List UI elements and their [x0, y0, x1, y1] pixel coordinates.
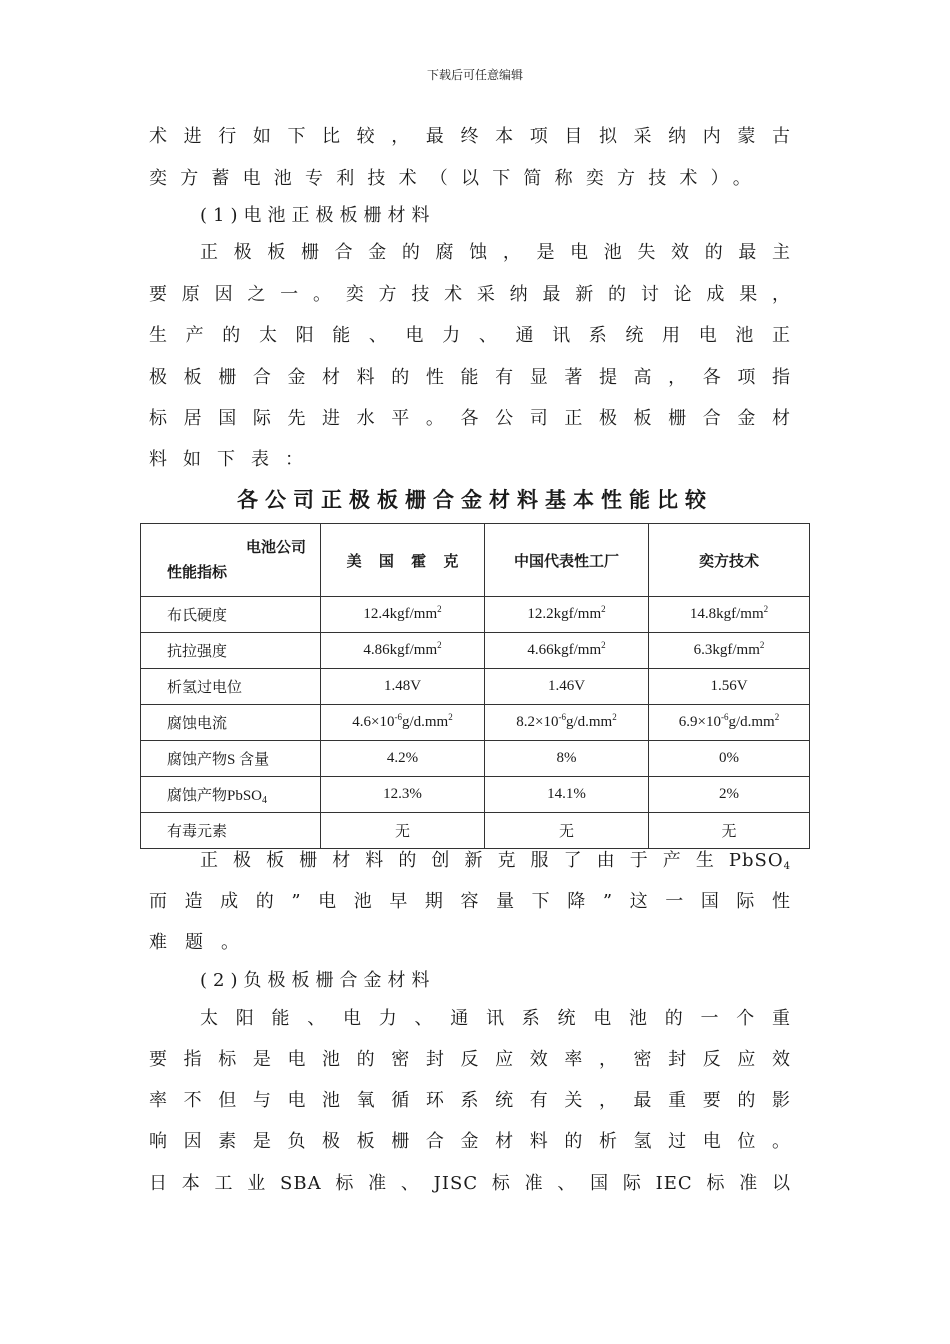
para3-line3: 难题。	[149, 932, 257, 953]
page-header: 下载后可任意编辑	[426, 68, 523, 82]
comparison-table	[140, 523, 810, 849]
cell: 无	[485, 813, 649, 849]
para2-line2: 要原因之一。奕方技术采纳最新的讨论成果，	[149, 284, 791, 305]
row-label: 抗拉强度	[141, 633, 321, 669]
para1-line1: 术进行如下比较，最终本项目拟采纳内蒙古	[149, 126, 791, 147]
cell: 2%	[649, 777, 810, 813]
col-header-3: 奕方技术	[649, 524, 810, 597]
row-label: 布氏硬度	[141, 597, 321, 633]
col-header-1: 美 国 霍 克	[321, 524, 485, 597]
cell: $12.2kgf/mm^2$	[485, 597, 649, 633]
cell: 无	[649, 813, 810, 849]
cell: 0%	[649, 741, 810, 777]
row-label: 腐蚀产物PbSO$_4$	[141, 777, 321, 813]
para4-line2: 要指标是电池的密封反应效率，密封反应效	[149, 1049, 791, 1070]
cell: $4.66kgf/mm^2$	[485, 633, 649, 669]
cell: $4.6\times 10^{-6}g/d.mm^2$	[321, 705, 485, 741]
para2-line5: 标居国际先进水平。各公司正极板栅合金材	[149, 408, 791, 429]
para2-line1: 正极板栅合金的腐蚀，是电池失效的最主	[200, 242, 791, 263]
table-title: 各公司正极板栅合金材料基本性能比较	[237, 488, 713, 512]
para3-line1: 正极板栅材料的创新克服了由于产生PbSO$_4$	[200, 850, 791, 872]
para2-line6: 料如下表：	[149, 449, 319, 470]
table-row	[141, 597, 810, 633]
row-label: 腐蚀产物S 含量	[141, 741, 321, 777]
para2-line4: 极板栅合金材料的性能有显著提高，各项指	[149, 367, 791, 388]
cell: $8.2\times 10^{-6}g/d.mm^2$	[485, 705, 649, 741]
table-row	[141, 813, 810, 849]
para4-line1: 太阳能、电力、通讯系统电池的一个重	[200, 1008, 791, 1029]
cell: $14.8kgf/mm^2$	[649, 597, 810, 633]
cell: 4.2%	[321, 741, 485, 777]
cell: 12.3%	[321, 777, 485, 813]
cell: 14.1%	[485, 777, 649, 813]
cell: 1.48V	[321, 669, 485, 705]
section-2-title: (2)负极板栅合金材料	[200, 970, 436, 991]
cell: $6.9\times 10^{-6}g/d.mm^2$	[649, 705, 810, 741]
para3-line2: 而造成的”电池早期容量下降”这一国际性	[149, 891, 791, 912]
col-header-2: 中国代表性工厂	[485, 524, 649, 597]
corner-top-label: 电池公司	[245, 538, 306, 556]
para4-line5: 日本工业SBA标准、JISC标准、国际IEC标准以	[149, 1173, 791, 1194]
cell: $12.4kgf/mm^2$	[321, 597, 485, 633]
row-label: 腐蚀电流	[141, 705, 321, 741]
table-row	[141, 633, 810, 669]
table-header-row	[141, 524, 810, 597]
cell: $6.3kgf/mm^2$	[649, 633, 810, 669]
table-row	[141, 705, 810, 741]
para4-line4: 响因素是负极板栅合金材料的析氢过电位。	[149, 1131, 791, 1152]
cell: 1.56V	[649, 669, 810, 705]
cell: 1.46V	[485, 669, 649, 705]
para2-line3: 生产的太阳能、电力、通讯系统用电池正	[149, 325, 791, 346]
row-label: 有毒元素	[141, 813, 321, 849]
section-1-title: (1)电池正极板栅材料	[200, 205, 436, 226]
table-row	[141, 741, 810, 777]
row-label: 析氢过电位	[141, 669, 321, 705]
table-row	[141, 777, 810, 813]
cell: $4.86kgf/mm^2$	[321, 633, 485, 669]
table-row	[141, 669, 810, 705]
para1-line2: 奕方蓄电池专利技术（以下简称奕方技术）。	[149, 168, 764, 189]
para4-line3: 率不但与电池氧循环系统有关，最重要的影	[149, 1090, 791, 1111]
cell: 8%	[485, 741, 649, 777]
corner-bottom-label: 性能指标	[167, 563, 228, 581]
cell: 无	[321, 813, 485, 849]
corner-header	[141, 524, 321, 597]
